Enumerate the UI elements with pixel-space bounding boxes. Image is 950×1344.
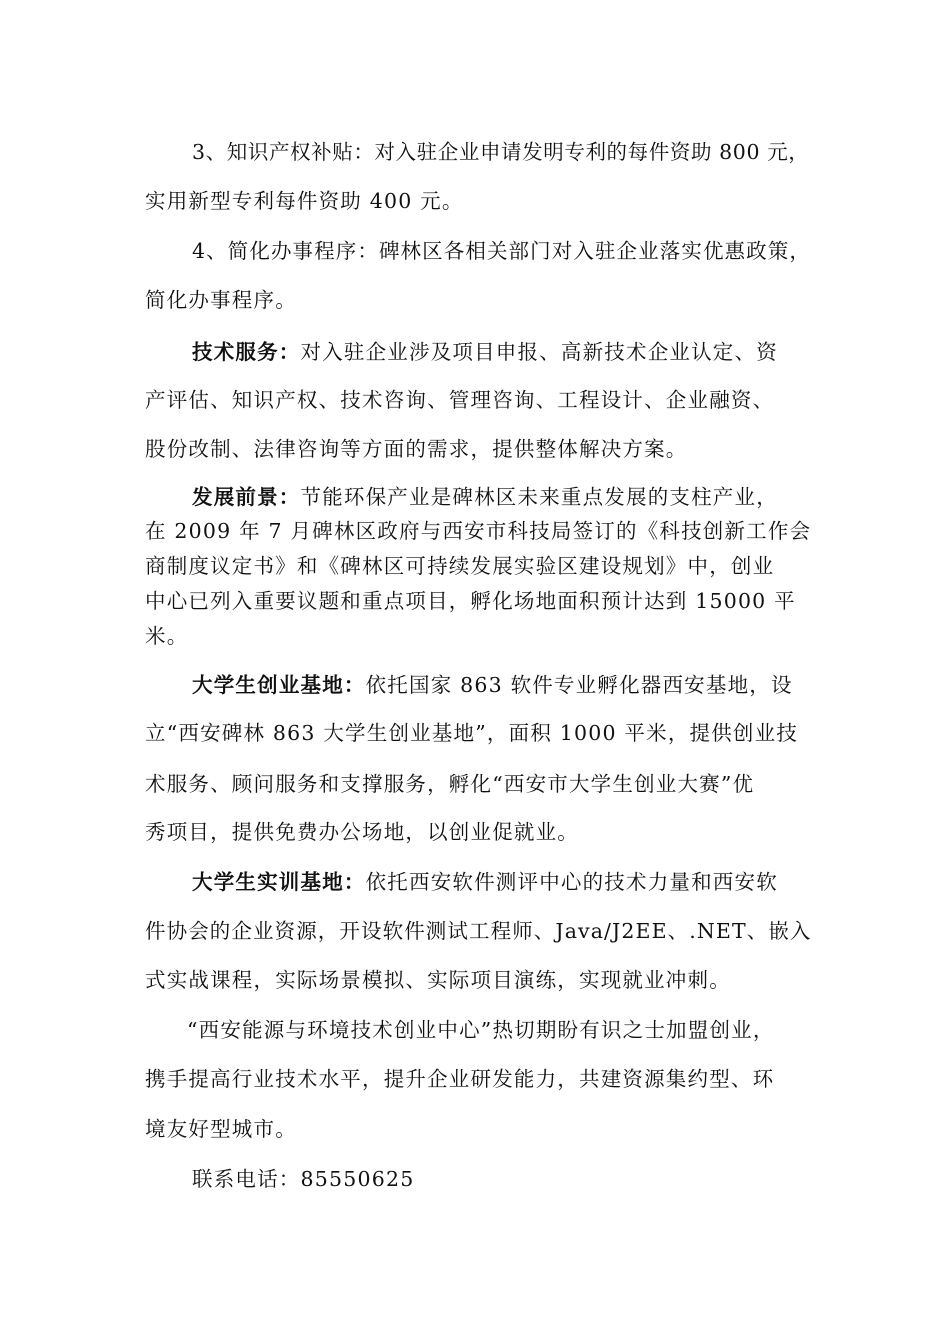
text-line: 秀项目，提供免费办公场地，以创业促就业。	[145, 820, 579, 844]
paragraph-lead-heading: 技术服务：	[192, 340, 301, 364]
text-line: 件协会的企业资源，开设软件测试工程师、Java/J2EE、.NET、嵌入	[145, 919, 812, 943]
text-line: 产评估、知识产权、技术咨询、管理咨询、工程设计、企业融资、	[145, 388, 775, 412]
text-line: “西安能源与环境技术创业中心”热切期盼有识之士加盟创业，	[187, 1018, 775, 1042]
text-line: 术服务、顾问服务和支撑服务，孵化“西安市大学生创业大赛”优	[145, 772, 755, 796]
text-line: 商制度议定书》和《碑林区可持续发展实验区建设规划》中，创业	[145, 554, 775, 578]
text-line	[192, 869, 778, 895]
text-line: 中心已列入重要议题和重点项目，孵化场地面积预计达到 15000 平	[145, 589, 796, 613]
text-line: 4、简化办事程序：碑林区各相关部门对入驻企业落实优惠政策，	[192, 239, 811, 263]
text-line: 在 2009 年 7 月碑林区政府与西安市科技局签订的《科技创新工作会	[145, 519, 812, 543]
text-span: 依托西安软件测评中心的技术力量和西安软	[365, 870, 778, 894]
text-line: 式实战课程，实际场景模拟、实际项目演练，实现就业冲刺。	[145, 968, 731, 992]
text-line: 携手提高行业技术水平，提升企业研发能力，共建资源集约型、环	[145, 1067, 775, 1091]
text-span: 节能环保产业是碑林区未来重点发展的支柱产业，	[300, 485, 778, 509]
text-line: 实用新型专利每件资助 400 元。	[145, 189, 464, 213]
text-line: 境友好型城市。	[145, 1117, 297, 1141]
text-line	[192, 484, 778, 510]
text-line: 股份改制、法律咨询等方面的需求，提供整体解决方案。	[145, 437, 688, 461]
paragraph-lead-heading: 大学生创业基地：	[192, 673, 366, 697]
text-line	[192, 672, 793, 698]
paragraph-lead-heading: 大学生实训基地：	[192, 870, 366, 894]
contact-phone: 联系电话：85550625	[192, 1167, 415, 1191]
paragraph-lead-heading: 发展前景：	[192, 485, 301, 509]
text-line: 米。	[145, 624, 189, 648]
text-line	[192, 339, 778, 365]
text-line: 立“西安碑林 863 大学生创业基地”，面积 1000 平米，提供创业技	[145, 721, 799, 745]
text-line: 简化办事程序。	[145, 288, 297, 312]
text-span: 依托国家 863 软件专业孵化器西安基地，设	[365, 673, 793, 697]
text-line: 3、知识产权补贴：对入驻企业申请发明专利的每件资助 800 元，	[192, 140, 810, 164]
text-span: 对入驻企业涉及项目申报、高新技术企业认定、资	[300, 340, 778, 364]
